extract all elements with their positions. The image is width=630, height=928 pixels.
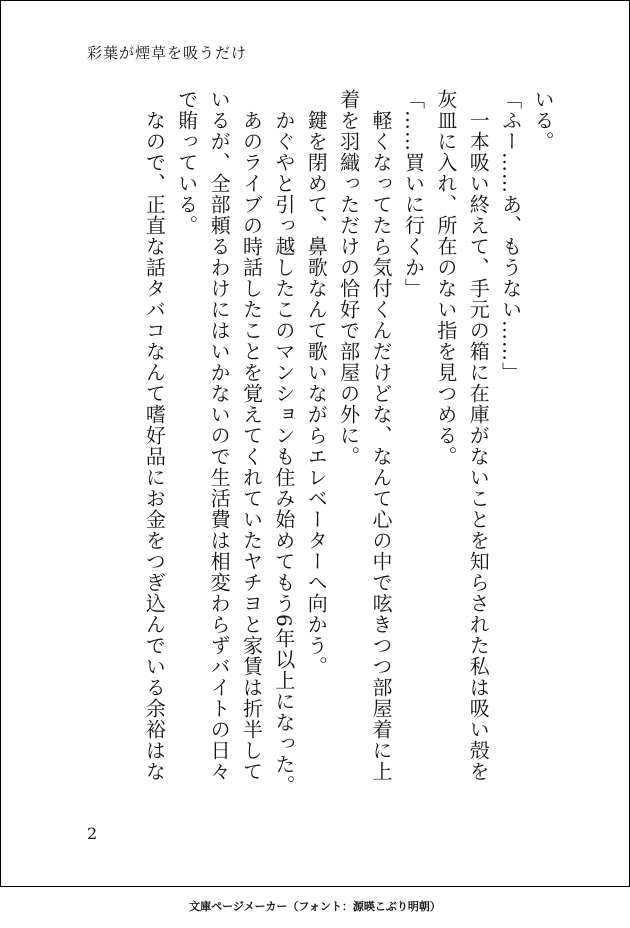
text-line: いる。	[531, 89, 555, 152]
text-line: 「……買いに行くか」	[401, 89, 426, 299]
text-line: 一本吸い終えて、手元の箱に在庫がないことを知らされた私は吸い殻を	[466, 89, 491, 782]
text-line: 「ふー……あ、もうない……」	[498, 89, 523, 383]
footer-credit: 文庫ページメーカー（フォント：源暎こぶり明朝）	[189, 900, 441, 913]
page-number: 2	[87, 824, 98, 843]
text-line: なので、正直な話タバコなんて嗜好品にお金をつぎ込んでいる余裕はな	[142, 89, 167, 782]
text-line: 灰皿に入れ、所在のない指を見つめる。	[433, 89, 458, 467]
text-line: かぐやと引っ越したこのマンションも住み始めてもう6年以上になった。	[271, 89, 296, 796]
body-text	[138, 89, 559, 801]
text-line: いるが、全部頼るわけにはいかないので生活費は相変わらずバイトの日々	[207, 89, 232, 782]
text-line: 軽くなってたら気付くんだけどな、なんて心の中で呟きつつ部屋着に上	[369, 89, 394, 782]
text-line: 着を羽織っただけの恰好で部屋の外に。	[336, 89, 361, 467]
text-line: あのライブの時話したことを覚えてくれていたヤチヨと家賃は折半して	[239, 89, 264, 782]
book-title: 彩葉が煙草を吸うだけ	[87, 44, 248, 62]
text-line: で賄っている。	[174, 89, 199, 236]
text-line: 鍵を閉めて、鼻歌なんて歌いながらエレベーターへ向かう。	[304, 89, 329, 677]
